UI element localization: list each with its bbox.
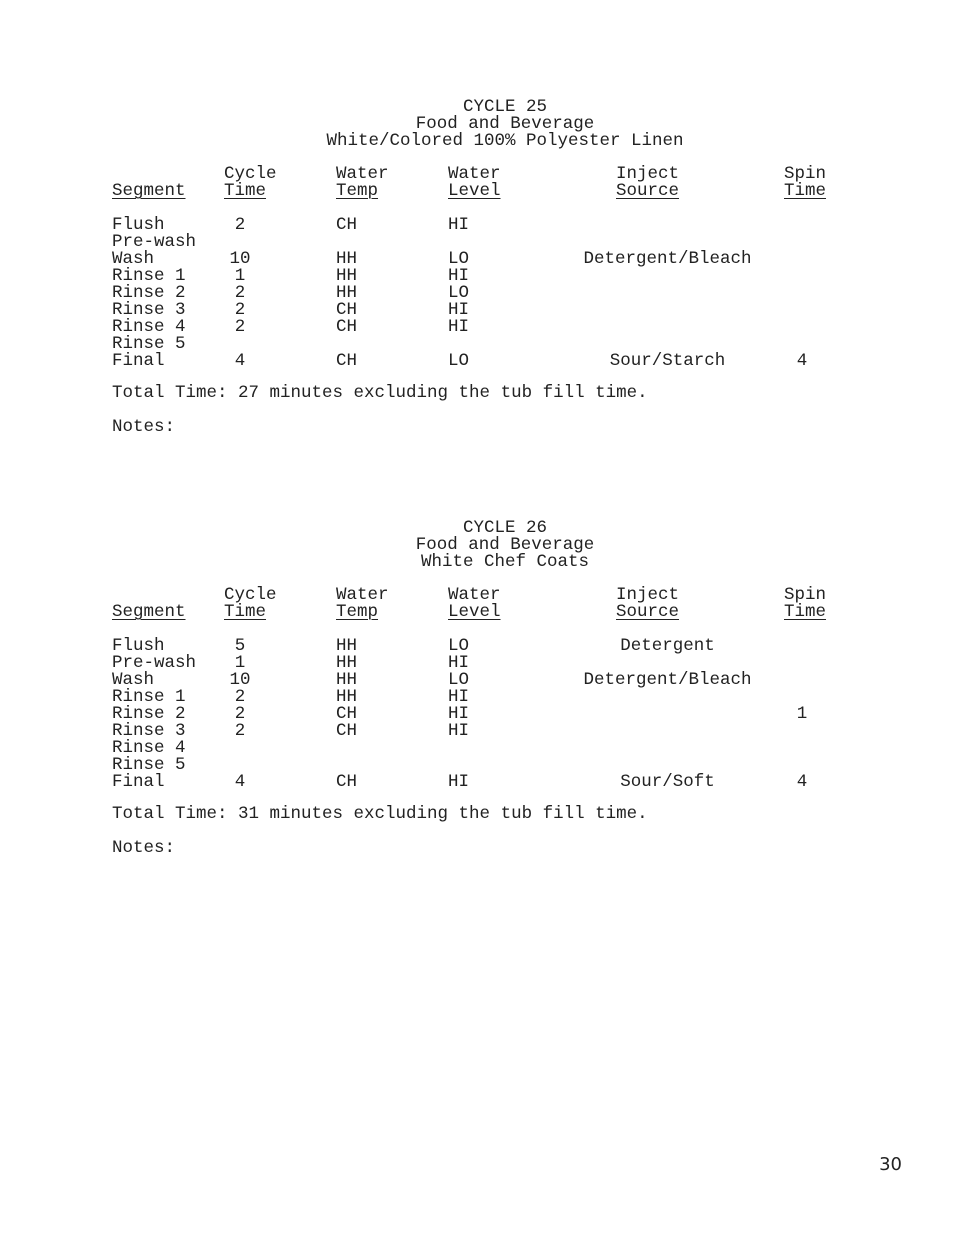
row-water-level: LO: [448, 249, 470, 269]
row-cycle-time: 5: [234, 636, 246, 656]
row-spin-time: 1: [796, 704, 808, 724]
row-cycle-time: 4: [234, 351, 246, 371]
row-segment: Flush: [112, 636, 165, 656]
row-water-level: LO: [448, 636, 470, 656]
row-inject-source: Sour/Starch: [609, 351, 726, 371]
row-segment: Final: [112, 772, 165, 792]
cycle-title: CYCLE 26: [462, 518, 547, 538]
header-inject-source: Source: [616, 181, 680, 201]
header-water-temp-top: Water: [336, 164, 389, 184]
row-water-temp: CH: [336, 317, 358, 337]
row-inject-source: Sour/Soft: [620, 772, 715, 792]
row-water-level: HI: [448, 317, 470, 337]
header-segment: Segment: [112, 181, 186, 201]
header-water-level-top: Water: [448, 585, 501, 605]
row-water-temp: HH: [336, 249, 358, 269]
row-water-temp: CH: [336, 300, 358, 320]
header-cycle: Cycle: [224, 164, 277, 184]
row-water-level: HI: [448, 772, 470, 792]
notes-label: Notes:: [112, 838, 176, 858]
row-segment: Rinse 1: [112, 266, 186, 286]
header-spin: Spin: [784, 164, 827, 184]
row-water-level: HI: [448, 687, 470, 707]
row-water-temp: CH: [336, 721, 358, 741]
cycle-subtitle: Food and Beverage: [415, 535, 595, 555]
row-water-temp: HH: [336, 266, 358, 286]
header-water-temp-top: Water: [336, 585, 389, 605]
row-inject-source: Detergent/Bleach: [583, 670, 752, 690]
row-water-temp: HH: [336, 670, 358, 690]
row-segment: Rinse 2: [112, 704, 186, 724]
cycle-description: White Chef Coats: [420, 552, 590, 572]
row-cycle-time: 10: [229, 249, 251, 269]
row-segment: Final: [112, 351, 165, 371]
total-time: Total Time: 27 minutes excluding the tub fill time.: [112, 383, 648, 403]
cycle-description: White/Colored 100% Polyester Linen: [326, 131, 684, 151]
row-water-level: LO: [448, 283, 470, 303]
total-time: Total Time: 31 minutes excluding the tub fill time.: [112, 804, 648, 824]
row-water-temp: CH: [336, 704, 358, 724]
row-cycle-time: 2: [234, 215, 246, 235]
row-segment: Pre-wash: [112, 232, 197, 252]
header-water-temp: Temp: [336, 602, 379, 622]
row-water-level: HI: [448, 704, 470, 724]
row-segment: Rinse 3: [112, 721, 186, 741]
header-cycle-time: Time: [224, 181, 267, 201]
row-segment: Wash: [112, 670, 155, 690]
row-segment: Rinse 1: [112, 687, 186, 707]
cycle-title: CYCLE 25: [462, 97, 547, 117]
row-cycle-time: 2: [234, 317, 246, 337]
page-number: 30: [879, 1154, 902, 1175]
header-cycle-time: Time: [224, 602, 267, 622]
row-cycle-time: 1: [234, 653, 246, 673]
row-segment: Rinse 4: [112, 738, 186, 758]
row-water-level: HI: [448, 215, 470, 235]
row-segment: Rinse 4: [112, 317, 186, 337]
row-cycle-time: 4: [234, 772, 246, 792]
row-spin-time: 4: [796, 772, 808, 792]
row-cycle-time: 2: [234, 687, 246, 707]
row-cycle-time: 2: [234, 283, 246, 303]
row-water-temp: HH: [336, 653, 358, 673]
header-water-level-top: Water: [448, 164, 501, 184]
header-spin-time: Time: [784, 602, 827, 622]
header-water-level: Level: [448, 181, 501, 201]
header-cycle: Cycle: [224, 585, 277, 605]
row-segment: Rinse 2: [112, 283, 186, 303]
row-inject-source: Detergent: [620, 636, 715, 656]
row-cycle-time: 1: [234, 266, 246, 286]
row-segment: Rinse 5: [112, 755, 186, 775]
header-water-level: Level: [448, 602, 501, 622]
cycle-subtitle: Food and Beverage: [415, 114, 595, 134]
notes-label: Notes:: [112, 417, 176, 437]
header-spin: Spin: [784, 585, 827, 605]
row-water-temp: HH: [336, 283, 358, 303]
row-water-level: HI: [448, 266, 470, 286]
row-cycle-time: 2: [234, 300, 246, 320]
row-segment: Rinse 3: [112, 300, 186, 320]
header-spin-time: Time: [784, 181, 827, 201]
row-water-level: LO: [448, 670, 470, 690]
header-inject: Inject: [616, 164, 680, 184]
row-water-temp: CH: [336, 351, 358, 371]
row-water-level: HI: [448, 721, 470, 741]
row-water-temp: CH: [336, 215, 358, 235]
header-inject: Inject: [616, 585, 680, 605]
row-water-temp: CH: [336, 772, 358, 792]
header-inject-source: Source: [616, 602, 680, 622]
row-water-level: LO: [448, 351, 470, 371]
row-cycle-time: 10: [229, 670, 251, 690]
row-spin-time: 4: [796, 351, 808, 371]
row-water-level: HI: [448, 300, 470, 320]
row-water-temp: HH: [336, 687, 358, 707]
row-segment: Flush: [112, 215, 165, 235]
row-water-temp: HH: [336, 636, 358, 656]
row-segment: Wash: [112, 249, 155, 269]
row-segment: Pre-wash: [112, 653, 197, 673]
row-cycle-time: 2: [234, 704, 246, 724]
row-cycle-time: 2: [234, 721, 246, 741]
row-inject-source: Detergent/Bleach: [583, 249, 752, 269]
row-segment: Rinse 5: [112, 334, 186, 354]
header-segment: Segment: [112, 602, 186, 622]
header-water-temp: Temp: [336, 181, 379, 201]
row-water-level: HI: [448, 653, 470, 673]
